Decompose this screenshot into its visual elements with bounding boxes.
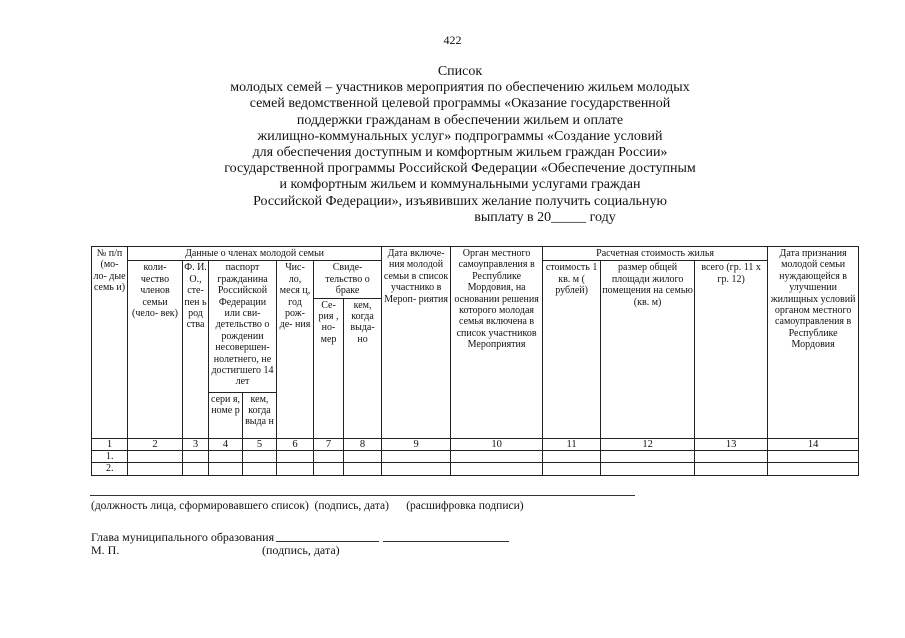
table-cell: [128, 463, 183, 475]
table-cell: [128, 451, 183, 463]
table-cell: [543, 451, 601, 463]
table-cell: [543, 463, 601, 475]
col-inclusion-date-header: Дата включе- ния молодой семьи в список участнико в Мероп- риятия: [382, 247, 451, 439]
table-cell: [183, 463, 209, 475]
table-cell: [314, 463, 344, 475]
col-area-header: размер общей площади жилого помещения на семью (кв. м): [601, 261, 695, 438]
column-number: 10: [451, 438, 543, 450]
head-name-line: [383, 541, 509, 542]
table-cell: [451, 463, 543, 475]
table-cell: [382, 463, 451, 475]
heading-line: поддержки гражданам в обеспечении жильем и оплате: [296, 112, 624, 128]
heading-line: жилищно-коммунальных услуг» подпрограммы «Создание условий: [257, 128, 663, 144]
stamp-place-label: М. П.: [91, 543, 120, 557]
table-cell: [695, 451, 768, 463]
column-number: 4: [209, 438, 243, 450]
head-signature-line: [276, 541, 379, 542]
table-cell: [451, 451, 543, 463]
signature-caption: (должность лица, сформировавшего список) (подпись, дата) (расшифровка подписи): [91, 500, 524, 512]
housing-cost-group-header: Расчетная стоимость жилья: [543, 247, 768, 261]
col-number-header: № п/п (мо- ло- дые семь и): [92, 247, 128, 439]
table-cell: [695, 463, 768, 475]
table-cell: [183, 451, 209, 463]
page-number: 422: [443, 33, 462, 47]
marriage-certificate-group-header: Свиде- тельство о браке: [314, 261, 382, 298]
family-list-table: [91, 246, 859, 476]
col-marriage-series-header: Се- рия , но- мер: [314, 298, 344, 438]
col-members-count-header: коли- чество членов семьи (чело- век): [128, 261, 183, 438]
heading-line: Российской Федерации», изъявивших желание получить социальную: [253, 193, 667, 209]
document-title: Список: [437, 64, 483, 79]
heading-line: семей ведомственной целевой программы «Оказание государственной: [249, 96, 671, 112]
heading-line: для обеспечения доступным и комфортным жильем граждан России»: [252, 145, 668, 161]
col-birth-date-header: Чис- ло, меся ц, год рож- де- ния: [277, 261, 314, 438]
table-cell: [601, 463, 695, 475]
column-number: 13: [695, 438, 768, 450]
col-total-header: всего (гр. 11 х гр. 12): [695, 261, 768, 438]
heading-line: государственной программы Российской Федерации «Обеспечение доступным: [224, 161, 696, 177]
col-full-name-header: Ф. И. О., сте- пен ь род ства: [183, 261, 209, 438]
table-cell: [209, 463, 243, 475]
column-number: 14: [768, 438, 859, 450]
column-number: 11: [543, 438, 601, 450]
table-cell: [768, 451, 859, 463]
heading-line: и комфортным жильем и коммунальными услугами граждан: [279, 177, 641, 193]
table-cell: [277, 451, 314, 463]
col-marriage-issued-header: кем, когда выда- но: [344, 298, 382, 438]
row-label: 1.: [92, 451, 128, 463]
head-signature-caption: (подпись, дата): [262, 543, 340, 557]
document-heading: [180, 64, 740, 226]
table-cell: [314, 451, 344, 463]
column-number: 5: [243, 438, 277, 450]
col-cost-per-sqm-header: стоимость 1 кв. м ( рублей): [543, 261, 601, 438]
row-label: 2.: [92, 463, 128, 475]
table-cell: [601, 451, 695, 463]
table-cell: [277, 463, 314, 475]
heading-line: молодых семей – участников мероприятия по обеспечению жильем молодых: [230, 80, 690, 96]
head-label: Глава муниципального образования: [91, 530, 275, 544]
table-cell: [209, 451, 243, 463]
column-number: 6: [277, 438, 314, 450]
col-passport-series-header: сери я, номе р: [209, 392, 243, 438]
table-cell: [382, 451, 451, 463]
signature-line: [90, 495, 635, 496]
column-number: 2: [128, 438, 183, 450]
table-cell: [344, 451, 382, 463]
column-number: 9: [382, 438, 451, 450]
column-number: 1: [92, 438, 128, 450]
passport-group-header: паспорт гражданина Российской Федерации или сви- детельство о рождении несовершен- нолетнего, не достигшего 14 лет: [209, 261, 277, 392]
col-recognition-date-header: Дата признания молодой семьи нуждающейся в улучшении жилищных условий органом местного самоуправления в Республике Мордовия: [768, 247, 859, 439]
table-cell: [243, 451, 277, 463]
table-cell: [344, 463, 382, 475]
col-local-authority-header: Орган местного самоуправления в Республике Мордовия, на основании решения которого молодая семья включена в список участников Мероприятия: [451, 247, 543, 439]
col-passport-issued-header: кем, когда выда н: [243, 392, 277, 438]
column-number: 8: [344, 438, 382, 450]
column-number: 7: [314, 438, 344, 450]
heading-line: выплату в 20_____ году: [474, 209, 616, 225]
table-row: [92, 463, 859, 475]
table-cell: [243, 463, 277, 475]
table-row: [92, 451, 859, 463]
column-number: 3: [183, 438, 209, 450]
column-number: 12: [601, 438, 695, 450]
table-cell: [768, 463, 859, 475]
family-data-group-header: Данные о членах молодой семьи: [128, 247, 382, 261]
